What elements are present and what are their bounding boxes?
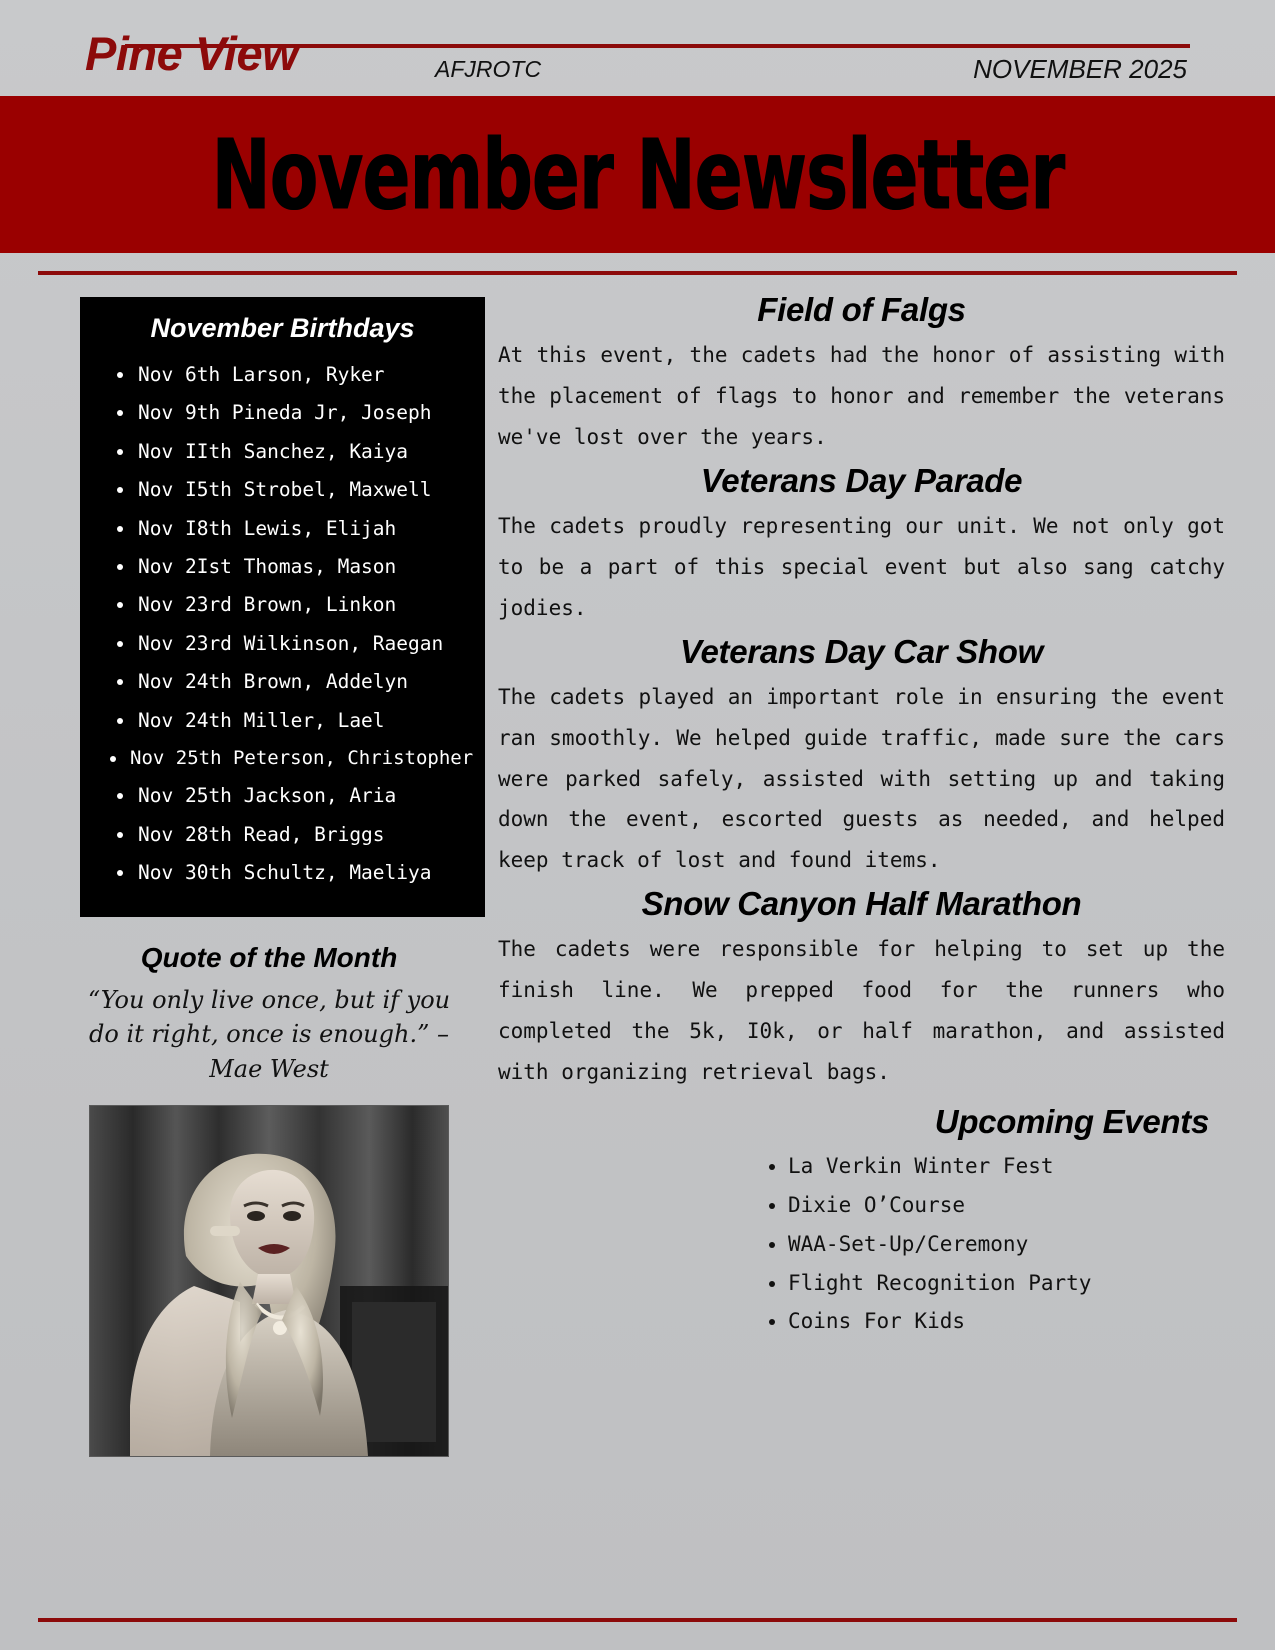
banner-title: November Newsletter [211, 117, 1064, 232]
content-area [0, 275, 1275, 1457]
list-item: • Dixie O’Course [788, 1186, 1225, 1225]
list-item: • Nov 6th Larson, Ryker [136, 356, 475, 394]
portrait-illustration [90, 1106, 448, 1456]
article-body-field-of-flags: At this event, the cadets had the honor of assisting with the placement of flags to honor and remember the veterans we've lost over the years. [498, 343, 1225, 449]
quote-text: “You only live once, but if you do it right, once is enough.” – Mae West [87, 985, 451, 1084]
list-item: • Nov 24th Miller, Lael [136, 702, 475, 740]
birthdays-title: November Birthdays [150, 313, 415, 343]
article-heading-snow-canyon-half-marathon: Snow Canyon Half Marathon [641, 885, 1082, 923]
right-column [458, 289, 1237, 1457]
masthead [0, 0, 1275, 96]
publication-title: Pine View [85, 27, 299, 80]
list-item: • Nov 25th Jackson, Aria [136, 777, 475, 815]
list-item: • Nov I5th Strobel, Maxwell [136, 471, 475, 509]
birthdays-panel [80, 297, 485, 917]
list-item: • La Verkin Winter Fest [788, 1147, 1225, 1186]
list-item: • Coins For Kids [788, 1302, 1225, 1341]
mae-west-portrait-image [89, 1105, 449, 1457]
list-item: • Nov 23rd Brown, Linkon [136, 586, 475, 624]
list-item: • Nov 30th Schultz, Maeliya [136, 854, 475, 892]
banner [0, 96, 1275, 253]
article-body-snow-canyon-half-marathon: The cadets were responsible for helping to set up the finish line. We prepped food for the runners who completed the 5k, I0k, or half marathon, and assisted with organizing retrieval bags. [498, 937, 1225, 1085]
footer-rule [38, 1618, 1237, 1622]
list-item: • WAA-Set-Up/Ceremony [788, 1225, 1225, 1264]
birthdays-list [90, 356, 475, 893]
upcoming-events-list [498, 1147, 1225, 1341]
article-body-veterans-day-car-show: The cadets played an important role in ensuring the event ran smoothly. We helped guide traffic, made sure the cars were parked safely, assisted with setting up and taking down the event, escorted guests as needed, and helped keep track of lost and found items. [498, 684, 1225, 873]
list-item: • Nov 28th Read, Briggs [136, 816, 475, 854]
issue-date: NOVEMBER 2025 [973, 54, 1187, 84]
upcoming-events-title: Upcoming Events [934, 1103, 1209, 1141]
list-item: • Nov 23rd Wilkinson, Raegan [136, 625, 475, 663]
left-column [38, 289, 474, 1457]
quote-title: Quote of the Month [140, 941, 398, 973]
article-heading-veterans-day-car-show: Veterans Day Car Show [680, 632, 1043, 670]
list-item: • Nov IIth Sanchez, Kaiya [136, 433, 475, 471]
article-heading-field-of-flags: Field of Falgs [757, 291, 966, 328]
list-item: • Nov I8th Lewis, Elijah [136, 510, 475, 548]
list-item: • Nov 24th Brown, Addelyn [136, 663, 475, 701]
list-item: • Flight Recognition Party [788, 1264, 1225, 1303]
unit-name: AFJROTC [435, 56, 542, 82]
article-body-veterans-day-parade: The cadets proudly representing our unit. We not only got to be a part of this special event but also sang catchy jodies. [498, 513, 1225, 620]
list-item: • Nov 9th Pineda Jr, Joseph [136, 394, 475, 432]
list-item: • Nov 25th Peterson, Christopher [128, 740, 475, 777]
list-item: • Nov 2Ist Thomas, Mason [136, 548, 475, 586]
article-heading-veterans-day-parade: Veterans Day Parade [700, 461, 1023, 499]
